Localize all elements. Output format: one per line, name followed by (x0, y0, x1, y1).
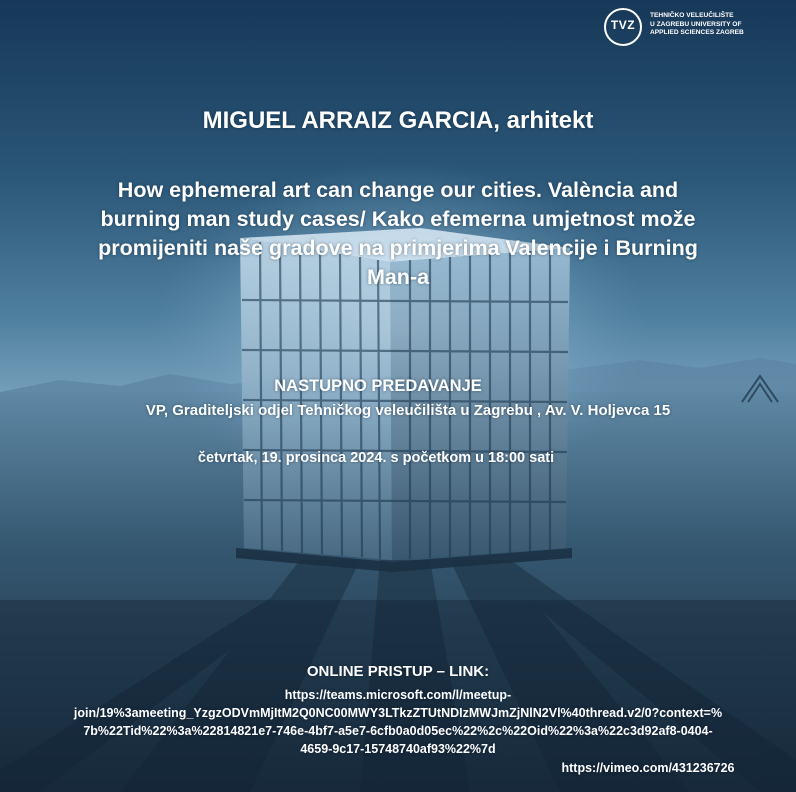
teams-link-line[interactable]: 4659-9c17-15748740af93%22%7d (300, 742, 496, 756)
event-type: NASTUPNO PREDAVANJE (274, 377, 482, 395)
lecture-title-line: promijeniti naše gradove na primjerima Valencije i Burning (98, 236, 698, 260)
logo-text-line: TEHNIČKO VELEUČILIŠTE (650, 12, 734, 19)
logo-mark: TVZ (610, 18, 636, 32)
logo-text (650, 12, 768, 38)
venue: VP, Graditeljski odjel Tehničkog veleučilišta u Zagrebu , Av. V. Holjevca 15 (145, 402, 671, 419)
teams-link-line[interactable]: 7b%22Tid%22%3a%22814821e7-746e-4bf7-a5e7-6cfb0a0d05ec%22%2c%22Oid%22%3a%22c3d92af8-0404- (83, 724, 713, 738)
tvz-logo (604, 8, 764, 52)
lecture-title-line: burning man study cases/ Kako efemerna umjetnost može (100, 207, 696, 231)
lecture-title-line: How ephemeral art can change our cities. València and (117, 178, 679, 202)
vimeo-link[interactable]: https://vimeo.com/431236726 (561, 761, 735, 775)
logo-text-line: U ZAGREBU UNIVERSITY OF (650, 20, 742, 28)
author-name: MIGUEL ARRAIZ GARCIA, arhitekt (202, 107, 594, 134)
logo-text-line: APPLIED SCIENCES ZAGREB (650, 29, 744, 37)
event-datetime: četvrtak, 19. prosinca 2024. s početkom u 18:00 sati (197, 450, 555, 466)
lecture-title (55, 176, 741, 292)
online-access-label: ONLINE PRISTUP – LINK: (306, 663, 490, 680)
teams-link-line[interactable]: https://teams.microsoft.com/l/meetup- (284, 688, 512, 702)
lecture-title-line: Man-a (366, 265, 430, 289)
teams-meeting-link[interactable] (30, 686, 766, 758)
teams-link-line[interactable]: join/19%3ameeting_YzgzODVmMjItM2Q0NC00MWY3LTkzZTUtNDIzMWJmZjNlN2Vl%40thread.v2/0?context=% (73, 706, 723, 720)
